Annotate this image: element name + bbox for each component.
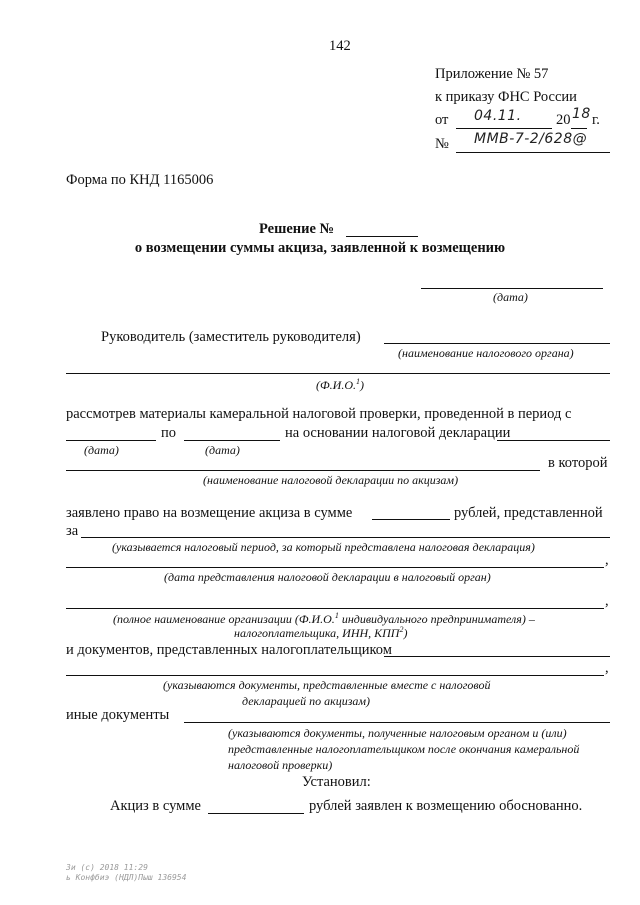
claim-submit-caption: (дата представления налоговой декларации в налоговый орган) xyxy=(164,570,491,584)
conclusion-part1: Акциз в сумме xyxy=(110,798,201,814)
docs-caption1: (указываются документы, представленные вместе с налоговой xyxy=(163,678,491,692)
claim-sum-line xyxy=(372,519,450,520)
conclusion-part2: рублей заявлен к возмещению обоснованно. xyxy=(309,798,583,814)
claim-line1b: рублей, представленной xyxy=(454,505,603,521)
title-line2: о возмещении суммы акциза, заявленной к возмещению xyxy=(134,240,506,256)
date-line xyxy=(421,288,603,289)
footer-stamp-line2: ь Конфбиэ (НДЛ)Пыш 136954 xyxy=(66,873,187,882)
review-in-which: в которой xyxy=(548,455,608,471)
claim-comma2: , xyxy=(605,593,609,609)
claim-line1a: заявлено право на возмещение акциза в сумме xyxy=(66,505,353,521)
review-decl-name-line xyxy=(66,470,540,471)
head-line xyxy=(384,343,610,344)
claim-za: за xyxy=(66,523,79,539)
fio-line xyxy=(66,373,610,374)
review-decl-line xyxy=(497,440,610,441)
head-label: Руководитель (заместитель руководителя) xyxy=(101,329,361,345)
other-caption2: представленные налогоплательщиком после окончания камеральной xyxy=(228,742,580,756)
docs-comma: , xyxy=(605,660,609,676)
review-date2-caption: (дата) xyxy=(205,443,240,457)
other-line xyxy=(184,722,610,723)
appendix-year-handwritten: 18 xyxy=(572,106,591,122)
review-decl-caption: (наименование налоговой декларации по акцизам) xyxy=(203,473,459,487)
appendix-from-label: от xyxy=(435,112,449,128)
appendix-year-line xyxy=(571,128,587,129)
review-line1: рассмотрев материалы камеральной налоговой проверки, проведенной в период с xyxy=(66,406,572,422)
appendix-number-line xyxy=(456,152,610,153)
appendix-number-label: № xyxy=(435,136,449,152)
review-based: на основании налоговой декларации xyxy=(285,425,511,441)
appendix-year-prefix: 20 xyxy=(556,112,571,128)
claim-org-line xyxy=(66,608,604,609)
fio-caption: (Ф.И.О.$^1$) xyxy=(316,377,364,392)
review-date2-line xyxy=(184,440,280,441)
docs-line2 xyxy=(66,675,604,676)
docs-label: и документов, представленных налогоплательщиком xyxy=(66,642,392,658)
appendix-line1: Приложение № 57 xyxy=(435,66,549,82)
claim-comma1: , xyxy=(605,552,609,568)
claim-org-caption-2: налогоплательщика, ИНН, КПП$^2$) xyxy=(234,625,408,640)
other-label: иные документы xyxy=(66,707,170,723)
docs-caption2: декларацией по акцизам) xyxy=(242,694,371,708)
head-caption: (наименование налогового органа) xyxy=(398,346,574,360)
appendix-line2: к приказу ФНС России xyxy=(435,89,577,105)
review-date1-caption: (дата) xyxy=(84,443,119,457)
other-caption3: налоговой проверки) xyxy=(228,758,333,772)
appendix-number-handwritten: ММВ-7-2/628@ xyxy=(474,131,588,147)
appendix-year-suffix: г. xyxy=(592,112,600,128)
docs-line1 xyxy=(384,656,610,657)
claim-org-caption-1: (полное наименование организации (Ф.И.О.$^1$ индивидуального предпринимателя) – xyxy=(113,611,535,626)
claim-period-line xyxy=(81,537,610,538)
other-caption1: (указываются документы, полученные налоговым органом и (или) xyxy=(228,726,567,740)
footer-stamp-line1: Зи (с) 2018 11:29 xyxy=(66,863,148,872)
review-po: по xyxy=(161,425,177,441)
appendix-date-handwritten: 04.11. xyxy=(474,108,522,124)
date-caption: (дата) xyxy=(493,290,528,304)
page-number: 142 xyxy=(329,38,351,54)
review-date1-line xyxy=(66,440,156,441)
claim-period-caption: (указывается налоговый период, за который представлена налоговая декларация) xyxy=(112,540,535,554)
claim-submit-line xyxy=(66,567,604,568)
appendix-date-line xyxy=(456,128,552,129)
established: Установил: xyxy=(302,774,371,790)
conclusion-sum-line xyxy=(208,813,304,814)
title-number-line xyxy=(346,236,418,237)
form-code: Форма по КНД 1165006 xyxy=(66,172,214,188)
title-line1: Решение № xyxy=(259,221,335,237)
